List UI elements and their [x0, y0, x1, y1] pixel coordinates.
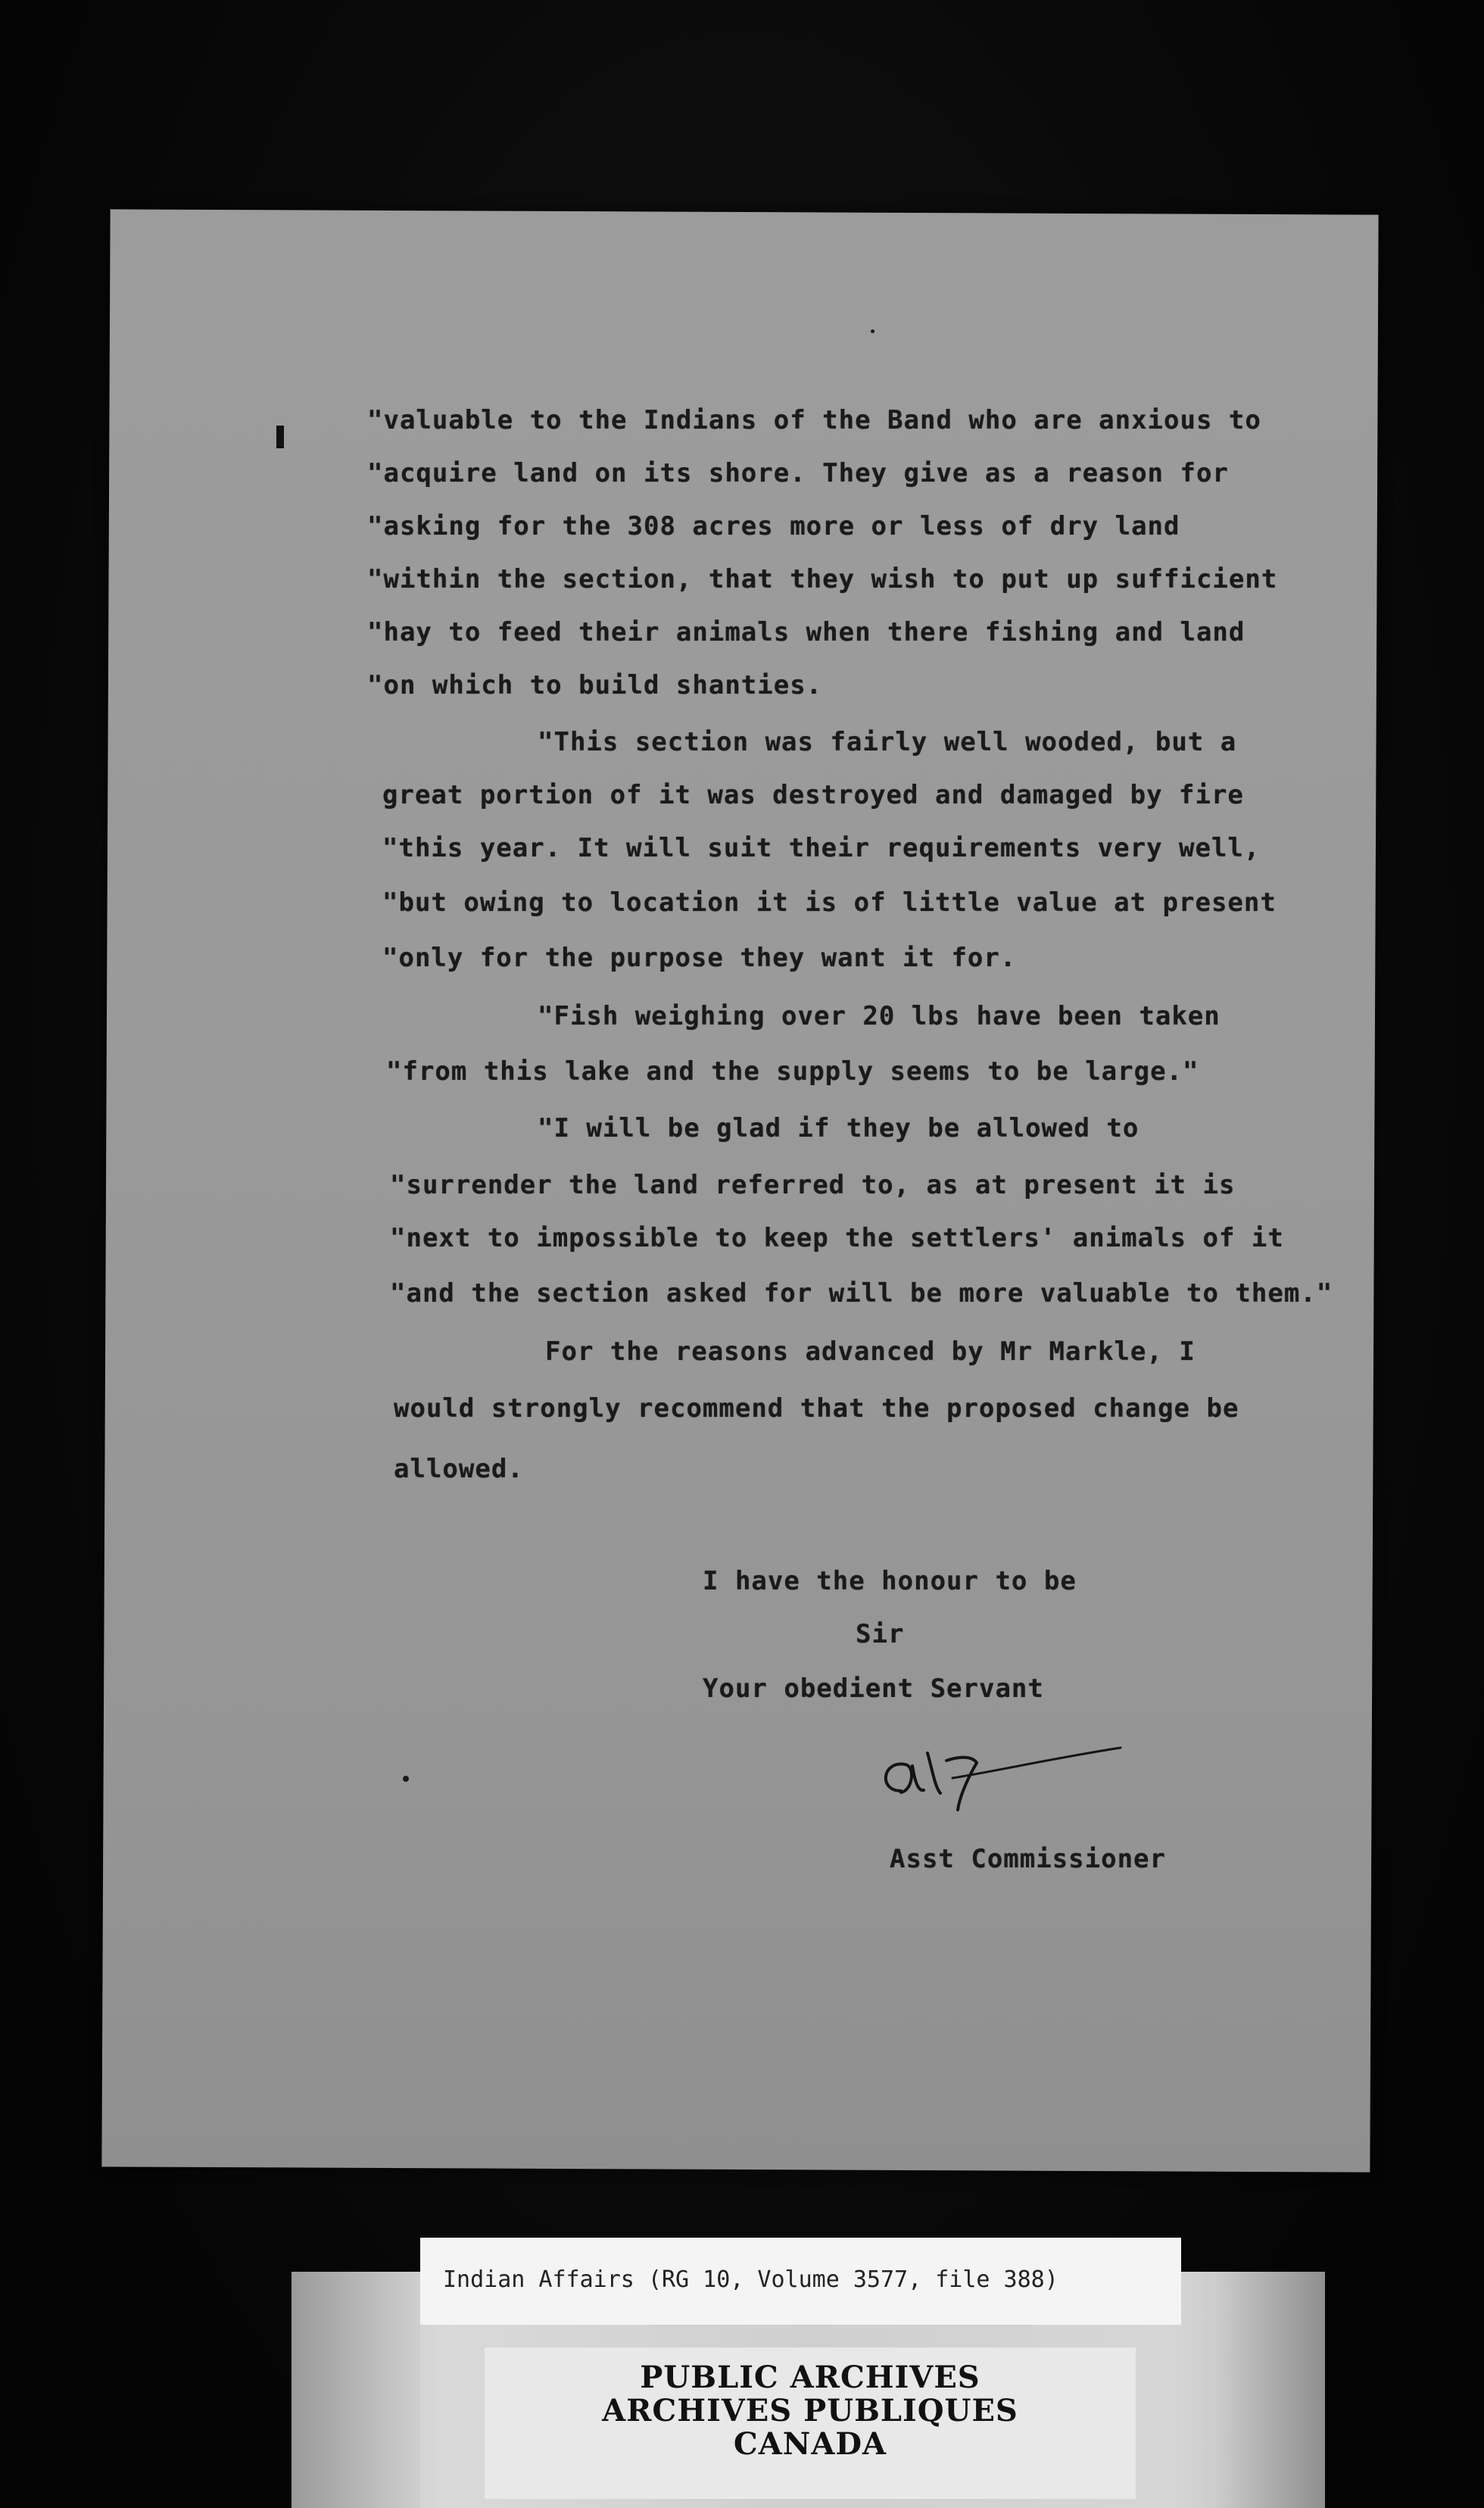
margin-mark	[276, 426, 284, 448]
signer-title: Asst Commissioner	[890, 1844, 1166, 1874]
stamp-line: PUBLIC ARCHIVES	[640, 2360, 980, 2395]
ink-speck	[403, 1776, 409, 1782]
archive-label-edge	[1211, 2272, 1325, 2508]
letter-line: "this year. It will suit their requirements very well,	[382, 833, 1261, 863]
letter-line: "valuable to the Indians of the Band who are anxious to	[367, 405, 1261, 435]
letter-line: "hay to feed their animals when there fishing and land	[367, 617, 1246, 647]
letter-line: "on which to build shanties.	[367, 670, 823, 700]
letter-line: "acquire land on its shore. They give as a reason for	[367, 458, 1229, 488]
letter-line: "but owing to location it is of little value at present	[382, 887, 1277, 918]
handwritten-signature	[871, 1719, 1128, 1817]
stamp-line: ARCHIVES PUBLIQUES	[602, 2393, 1018, 2428]
letter-line: allowed.	[394, 1454, 524, 1484]
letter-line: "Fish weighing over 20 lbs have been taken	[538, 1001, 1221, 1031]
letter-line: "I will be glad if they be allowed to	[538, 1113, 1140, 1143]
closing-salutation: Sir	[856, 1619, 905, 1649]
letter-line: "This section was fairly well wooded, but a	[538, 727, 1237, 757]
archive-reference: Indian Affairs (RG 10, Volume 3577, file 388)	[443, 2266, 1058, 2293]
archive-label-edge	[292, 2272, 420, 2508]
archive-stamp	[485, 2347, 1136, 2499]
letter-line: "from this lake and the supply seems to be large."	[386, 1056, 1199, 1087]
letter-line: great portion of it was destroyed and damaged by fire	[382, 780, 1244, 810]
ink-speck	[871, 329, 874, 333]
stamp-line: CANADA	[733, 2426, 887, 2462]
letter-line: "surrender the land referred to, as at present it is	[390, 1170, 1236, 1200]
archive-reference-card	[420, 2238, 1181, 2325]
letter-line: "next to impossible to keep the settlers' animals of it	[390, 1223, 1284, 1253]
letter-line: would strongly recommend that the proposed change be	[394, 1393, 1239, 1424]
letter-line: "within the section, that they wish to put up sufficient	[367, 564, 1278, 594]
letter-line: For the reasons advanced by Mr Markle, I	[545, 1337, 1196, 1367]
letter-line: "asking for the 308 acres more or less of dry land	[367, 511, 1180, 541]
letter-line: "only for the purpose they want it for.	[382, 943, 1017, 973]
letter-line: "and the section asked for will be more valuable to them."	[390, 1278, 1333, 1309]
closing-line: Your obedient Servant	[703, 1674, 1044, 1704]
closing-line: I have the honour to be	[703, 1566, 1077, 1596]
